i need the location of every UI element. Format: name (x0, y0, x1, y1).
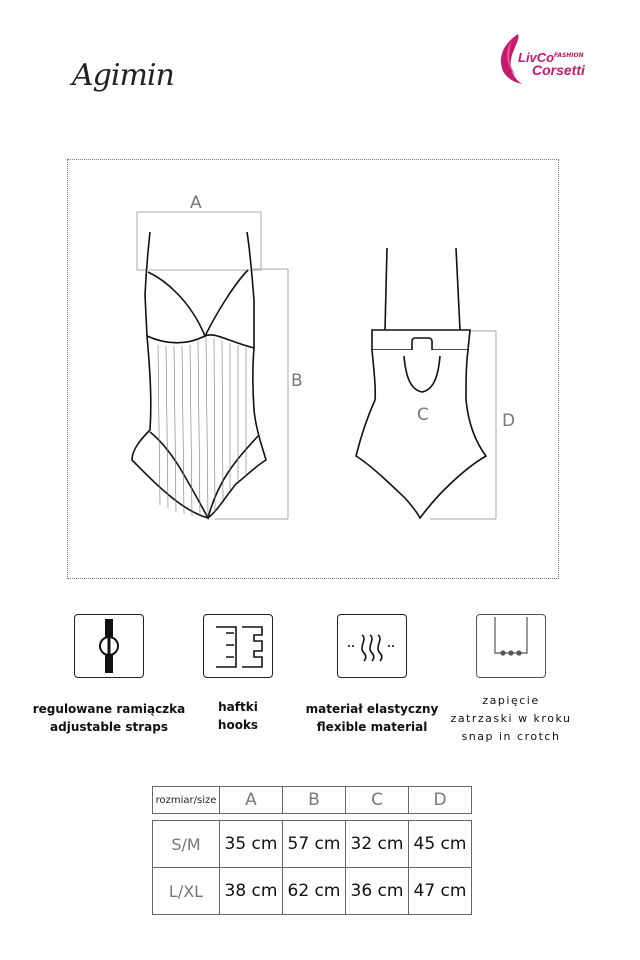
logo-text-fashion: FASHION (554, 52, 584, 59)
feature-hooks-en: hooks (217, 718, 259, 732)
strap-buckle-icon (74, 614, 144, 678)
feature-material-caption (292, 700, 452, 736)
feature-hooks-caption (188, 698, 288, 734)
logo-text-livco: LivCo (518, 50, 555, 65)
brand-model-name: Agimin (72, 58, 174, 93)
feature-straps-caption (14, 700, 204, 736)
label-b: B (291, 371, 303, 391)
header-c: C (346, 787, 409, 814)
label-c: C (417, 405, 429, 425)
back-bodysuit (356, 248, 486, 518)
label-d: D (502, 411, 516, 431)
header-size: rozmiar/size (153, 787, 220, 814)
table-row (153, 821, 472, 868)
feature-straps-pl: regulowane ramiączka (32, 702, 186, 716)
cell-c: 36 cm (346, 868, 409, 915)
size-table-header (153, 787, 472, 814)
feature-hooks-pl: haftki (218, 700, 258, 714)
size-label: L/XL (153, 868, 220, 915)
hooks-icon (203, 614, 273, 678)
feature-snap-pl: zapięcie (482, 694, 540, 707)
size-label: S/M (153, 821, 220, 868)
cell-d: 45 cm (409, 821, 472, 868)
cell-d: 47 cm (409, 868, 472, 915)
label-a: A (190, 193, 202, 213)
feature-straps-en: adjustable straps (50, 720, 168, 734)
cell-a: 35 cm (220, 821, 283, 868)
feature-material-pl: materiał elastyczny (305, 702, 439, 716)
header-b: B (283, 787, 346, 814)
feature-snap-en: snap in crotch (461, 730, 561, 743)
header-a: A (220, 787, 283, 814)
cell-b: 57 cm (283, 821, 346, 868)
cell-c: 32 cm (346, 821, 409, 868)
header-d: D (409, 787, 472, 814)
size-table (152, 786, 472, 915)
table-row (153, 868, 472, 915)
feature-material-en: flexible material (316, 720, 428, 734)
cell-a: 38 cm (220, 868, 283, 915)
feature-snap-pl2: zatrzaski w kroku (450, 712, 572, 725)
feature-snap-caption (436, 692, 586, 746)
logo-text-corsetti: Corsetti (532, 62, 585, 78)
snap-crotch-icon (476, 614, 546, 678)
stretch-waves-icon (337, 614, 407, 678)
table-spacer (153, 814, 472, 821)
cell-b: 62 cm (283, 868, 346, 915)
